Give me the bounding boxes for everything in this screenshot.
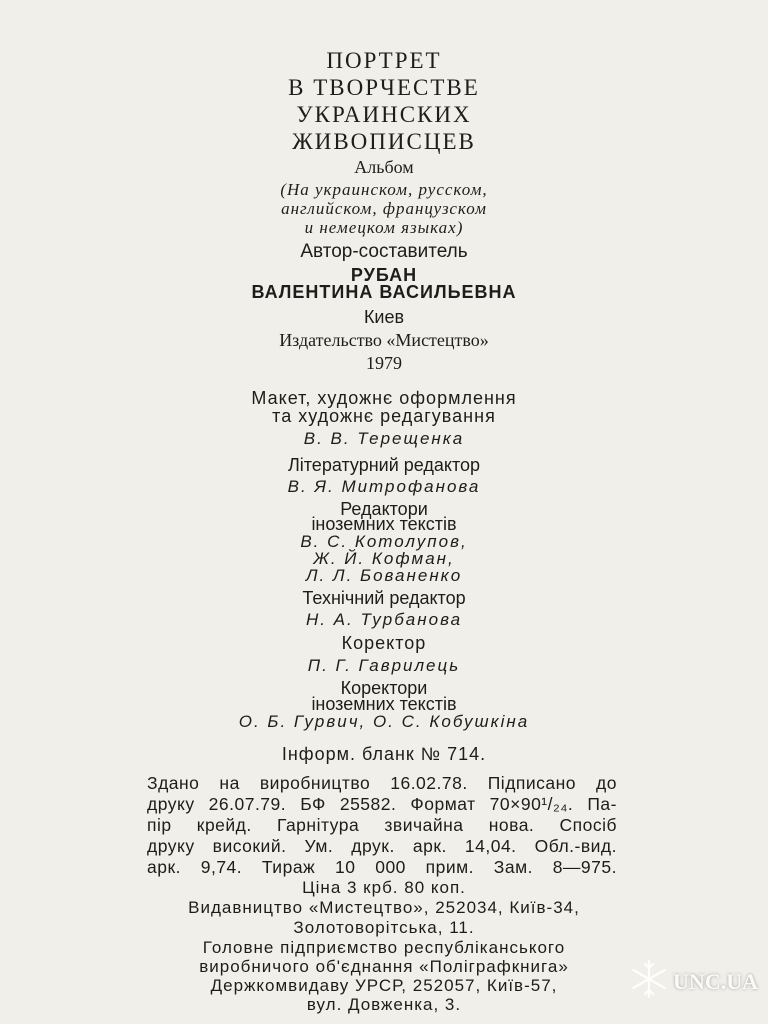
foreign-proofreaders-label-line-2: іноземних текстів [311,694,457,714]
author-label: Автор-составитель [300,241,468,262]
publication-city: Киев [363,307,405,327]
imprint-line-9: Головне підприємство республіканського [202,938,566,957]
imprint-line-11: Держкомвидаву УРСР, 252057, Київ-57, [210,976,558,995]
languages-line-3: и немецком языках) [304,218,464,237]
info-form-number: Інформ. бланк № 714. [281,744,487,764]
foreign-editors-label-line-2: іноземних текстів [311,514,457,534]
layout-label-line-2: та художнє редагування [272,406,496,426]
imprint-line-7: Видавництво «Мистецтво», 252034, Київ-34, [188,898,580,917]
technical-editor-person: Н. А. Турбанова [305,610,463,629]
title-line-1: ПОРТРЕТ [326,48,442,73]
imprint-line-3: пір крейд. Гарнітура звичайна нова. Спосіб [147,815,617,835]
title-line-2: В ТВОРЧЕСТВЕ [288,75,480,100]
imprint-line-1: Здано на виробництво 16.02.78. Підписано до [147,773,617,793]
literary-editor-label: Літературний редактор [287,455,481,475]
subtitle: Альбом [354,157,414,177]
imprint-line-10: виробничого об'єднання «Поліграфкнига» [199,957,569,976]
literary-editor-person: В. Я. Митрофанова [287,477,481,496]
layout-person: В. В. Терещенка [303,429,465,448]
title-line-3: УКРАИНСКИХ [296,102,472,127]
imprint-line-12: вул. Довженка, 3. [306,995,462,1014]
foreign-editors-label-line-1: Редактори [340,499,428,519]
author-name: ВАЛЕНТИНА ВАСИЛЬЕВНА [251,282,517,302]
technical-editor-label: Технічний редактор [302,588,466,608]
languages-line-1: (На украинском, русском, [280,180,488,199]
imprint-line-8: Золотоворітська, 11. [293,918,475,937]
layout-label-line-1: Макет, художнє оформлення [251,388,517,408]
watermark-text: UNC.UA [673,968,758,994]
publication-publisher: Издательство «Мистецтво» [279,330,489,350]
watermark [627,957,758,1006]
author-surname: РУБАН [350,265,418,285]
foreign-editor-person-1: В. С. Котолупов, [300,532,468,551]
title-line-4: ЖИВОПИСЦЕВ [292,129,476,154]
publication-year: 1979 [366,353,402,373]
snowflake-icon [627,957,671,1006]
foreign-editor-person-2: Ж. Й. Кофман, [313,549,455,568]
imprint-block [147,773,617,878]
languages-line-2: английском, французском [281,199,487,218]
imprint-line-4: друку високий. Ум. друк. арк. 14,04. Обл.-вид. [147,836,617,856]
proofreader-person: П. Г. Гаврилець [307,656,461,675]
foreign-editor-person-3: Л. Л. Бованенко [305,566,463,585]
imprint-line-6: Ціна 3 крб. 80 коп. [302,878,466,897]
imprint-line-5: арк. 9,74. Тираж 10 000 прим. Зам. 8—975. [147,857,617,877]
imprint-line-2: друку 26.07.79. БФ 25582. Формат 70×90¹/₂₄. Па- [147,794,617,814]
foreign-proofreaders-label-line-1: Коректори [340,678,428,698]
foreign-proofreaders-persons: О. Б. Гурвич, О. С. Кобушкіна [238,712,530,731]
proofreader-label: Коректор [341,633,427,653]
